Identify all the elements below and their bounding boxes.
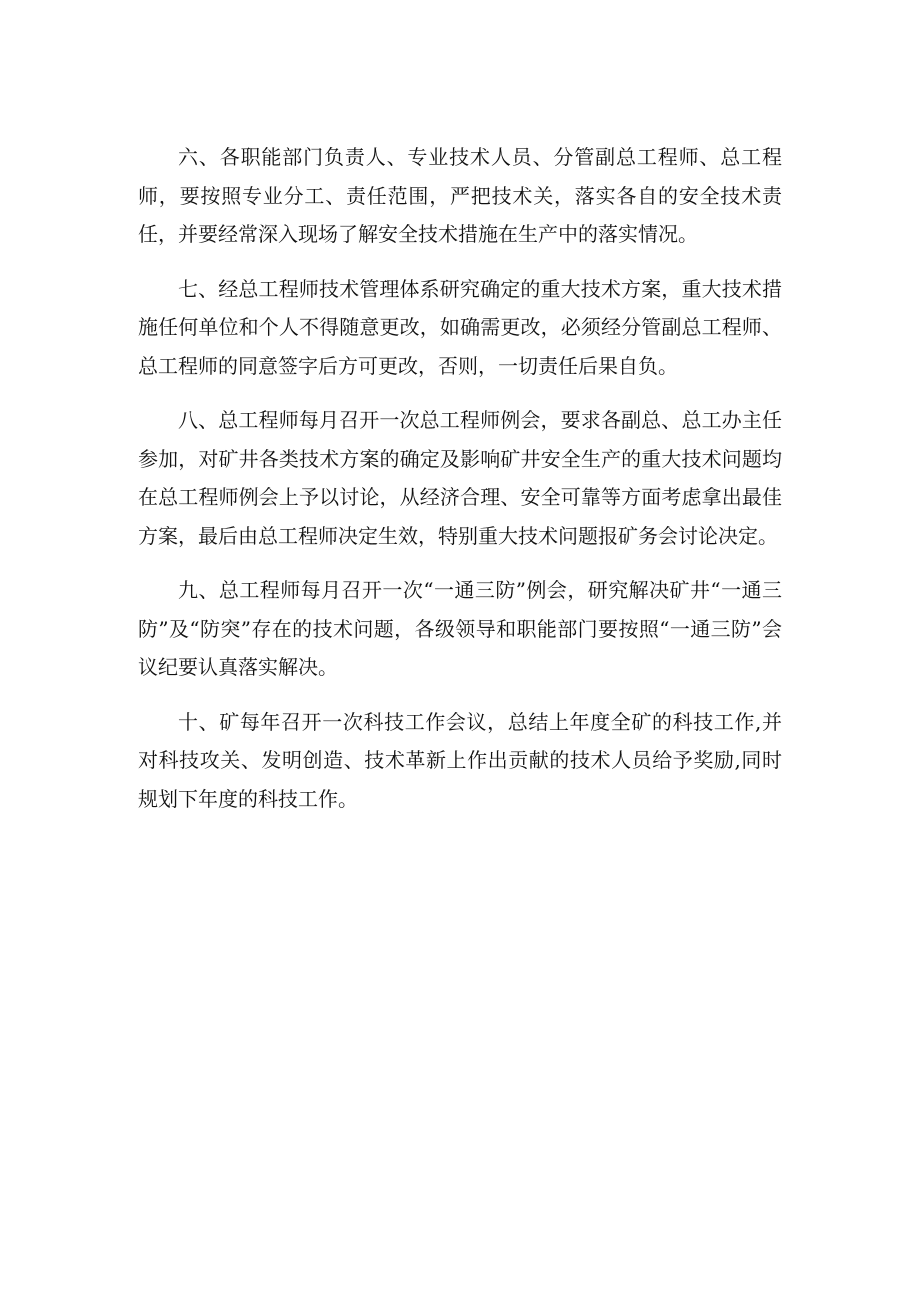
paragraph-item-6: 六、各职能部门负责人、专业技术人员、分管副总工程师、总工程师，要按照专业分工、责任范围，严把技术关，落实各自的安全技术责任，并要经常深入现场了解安全技术措施在生产中的落实情况。 [138, 145, 782, 246]
paragraph-item-9: 九、总工程师每月召开一次“一通三防”例会，研究解决矿井“一通三防”及“防突”存在的技术问题，各级领导和职能部门要按照“一通三防”会议纪要认真落实解决。 [138, 578, 782, 679]
document-body [138, 138, 782, 834]
paragraph-item-10: 十、矿每年召开一次科技工作会议，总结上年度全矿的科技工作,并对科技攻关、发明创造、技术革新上作出贡献的技术人员给予奖励,同时规划下年度的科技工作。 [138, 709, 782, 811]
paragraph-item-8: 八、总工程师每月召开一次总工程师例会，要求各副总、总工办主任参加，对矿井各类技术方案的确定及影响矿井安全生产的重大技术问题均在总工程师例会上予以讨论，从经济合理、安全可靠等方面考虑拿出最佳方案，最后由总工程师决定生效，特别重大技术问题报矿务会讨论决定。 [138, 408, 782, 548]
paragraph-item-7: 七、经总工程师技术管理体系研究确定的重大技术方案，重大技术措施任何单位和个人不得随意更改，如确需更改，必须经分管副总工程师、总工程师的同意签字后方可更改，否则，一切责任后果自负。 [138, 276, 782, 378]
